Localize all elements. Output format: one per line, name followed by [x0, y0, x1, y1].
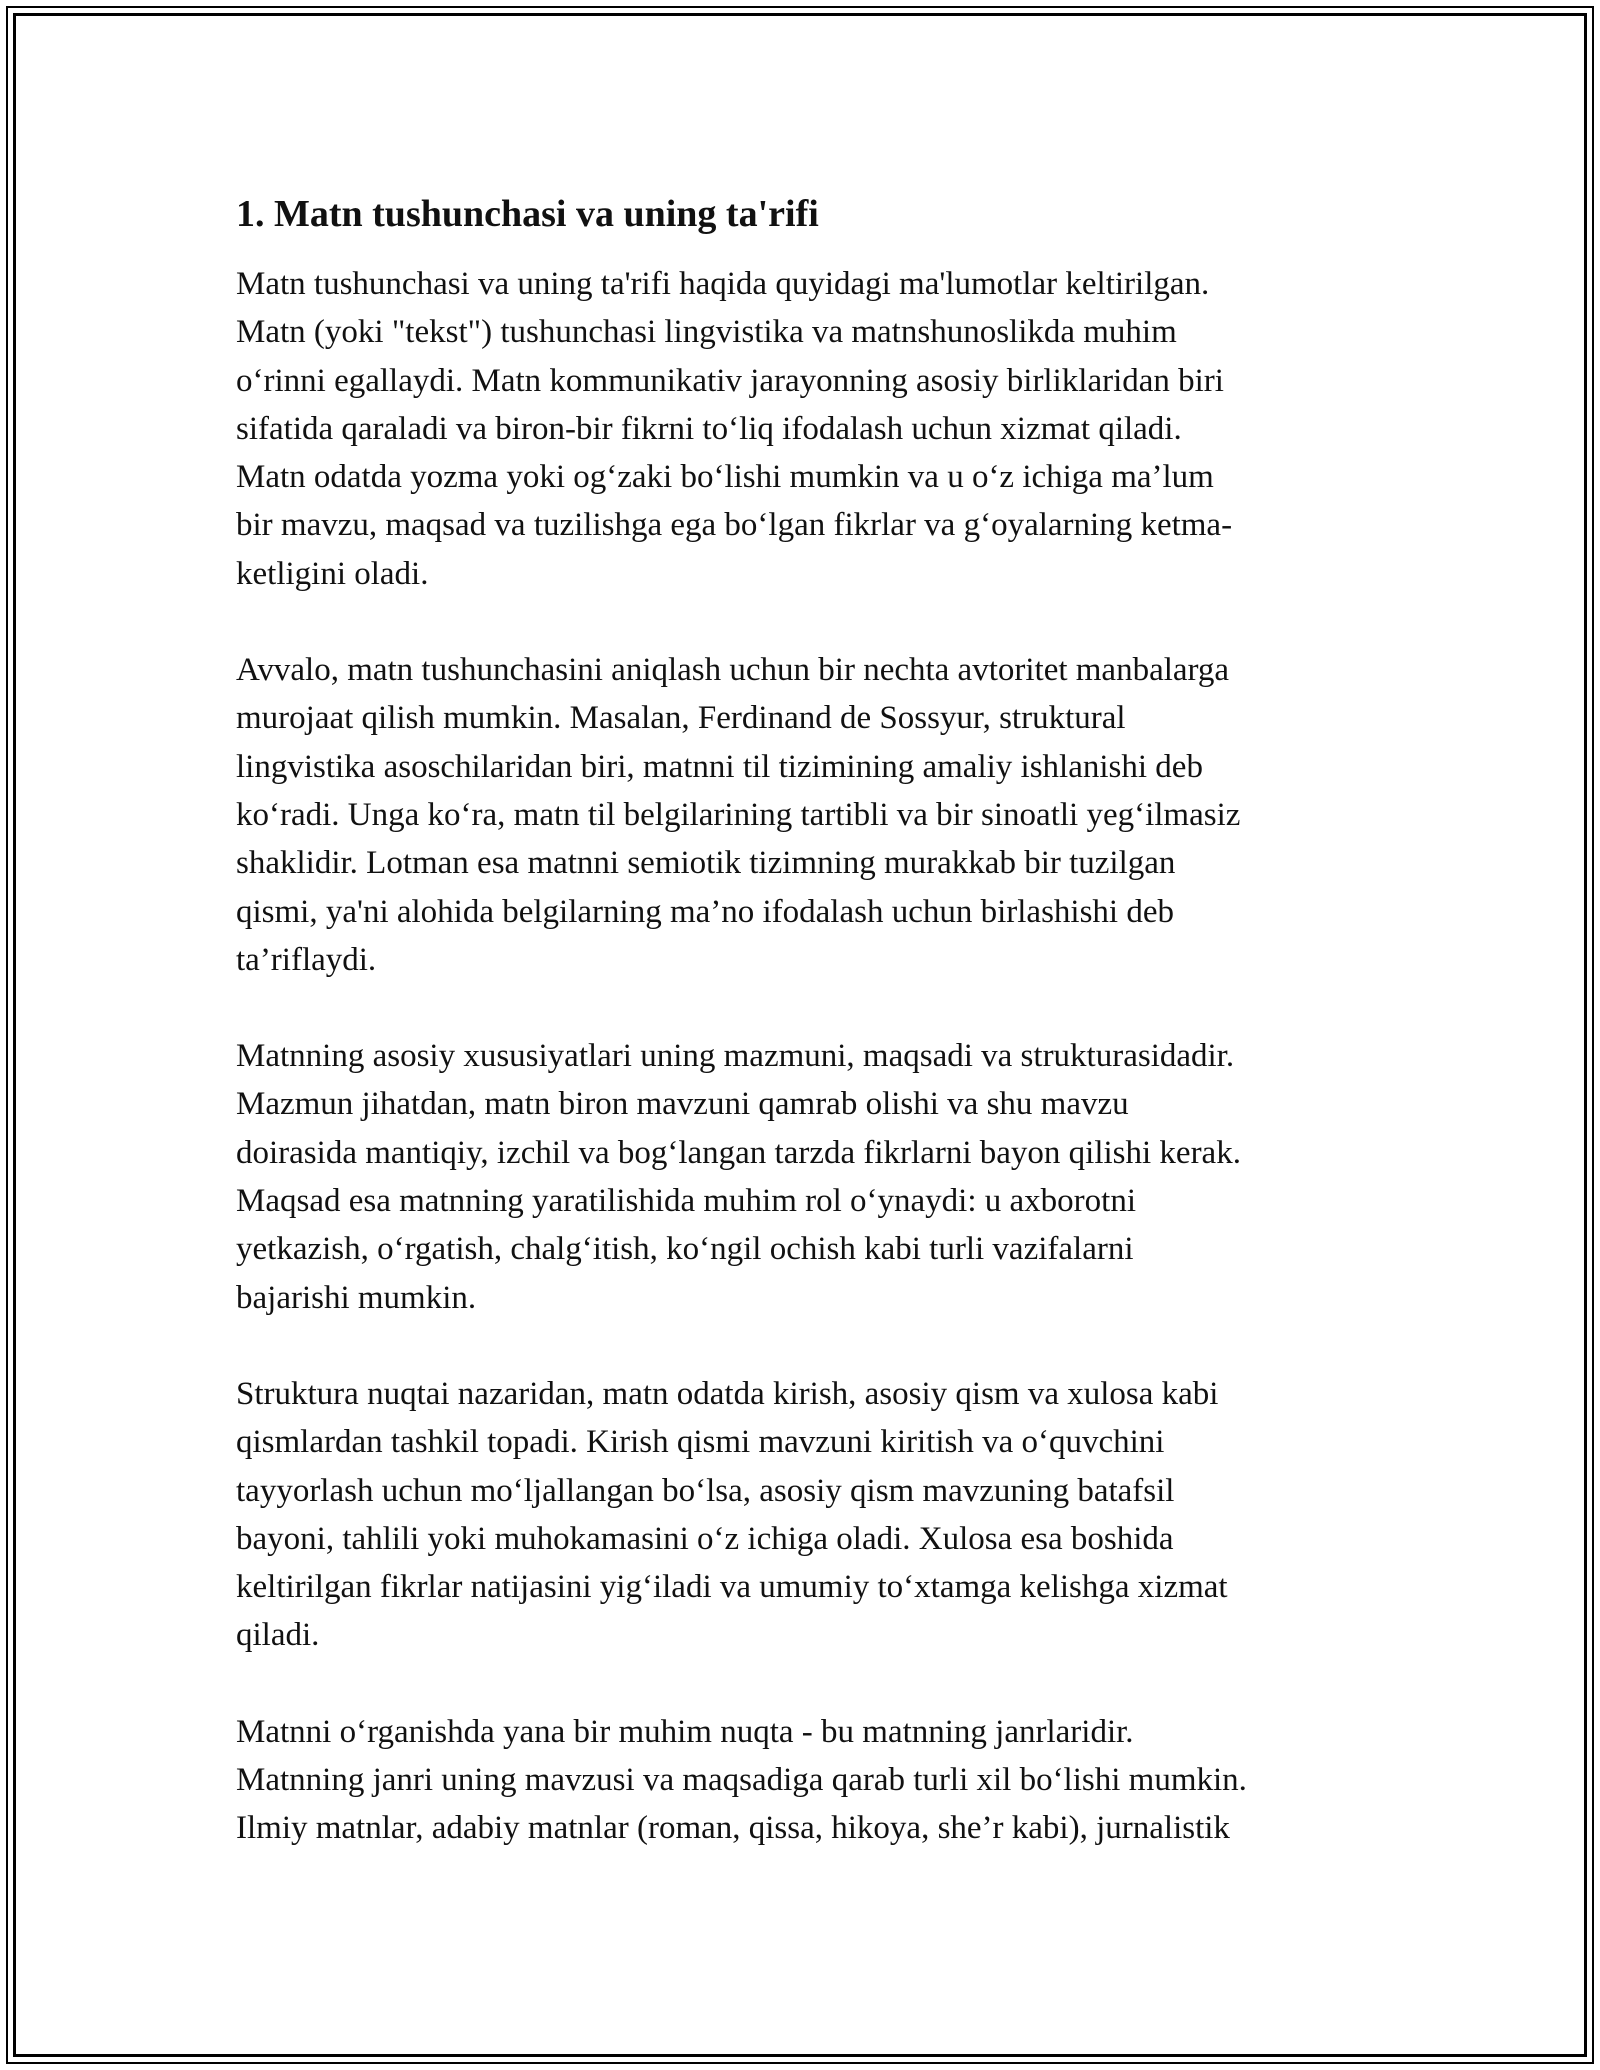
section-heading: 1. Matn tushunchasi va uning ta'rifi — [236, 193, 819, 235]
document-body — [236, 186, 1376, 1901]
paragraph-2 — [236, 646, 1376, 984]
text-line: Maqsad esa matnning yaratilishida muhim rol o‘ynaydi: u axborotni — [236, 1183, 1136, 1220]
text-line: Matnning asosiy xususiyatlari uning mazmuni, maqsadi va strukturasidadir. — [236, 1038, 1235, 1075]
text-line: Matnning janri uning mavzusi va maqsadiga qarab turli xil bo‘lishi mumkin. — [236, 1762, 1247, 1799]
text-line: Avvalo, matn tushunchasini aniqlash uchun bir nechta avtoritet manbalarga — [236, 652, 1230, 689]
text-line: doirasida mantiqiy, izchil va bog‘langan tarzda fikrlarni bayon qilishi kerak. — [236, 1134, 1241, 1171]
text-line: shaklidir. Lotman esa matnni semiotik tizimning murakkab bir tuzilgan — [236, 845, 1176, 882]
paragraph-3 — [236, 1032, 1376, 1322]
text-line: bir mavzu, maqsad va tuzilishga ega bo‘lgan fikrlar va g‘oyalarning ketma- — [236, 507, 1233, 544]
text-line: yetkazish, o‘rgatish, chalg‘itish, ko‘ngil ochish kabi turli vazifalarni — [236, 1231, 1134, 1268]
text-line: keltirilgan fikrlar natijasini yig‘iladi va umumiy to‘xtamga kelishga xizmat — [236, 1569, 1228, 1606]
text-line: ketligini oladi. — [236, 555, 429, 592]
paragraph-5 — [236, 1708, 1376, 1853]
text-line: bajarishi mumkin. — [236, 1279, 477, 1316]
text-line: tayyorlash uchun mo‘ljallangan bo‘lsa, asosiy qism mavzuning batafsil — [236, 1472, 1175, 1509]
text-line: bayoni, tahlili yoki muhokamasini o‘z ichiga oladi. Xulosa esa boshida — [236, 1520, 1174, 1557]
text-line: murojaat qilish mumkin. Masalan, Ferdinand de Sossyur, struktural — [236, 700, 1126, 737]
text-line: qismlardan tashkil topadi. Kirish qismi mavzuni kiritish va o‘quvchini — [236, 1424, 1165, 1461]
text-line: Matnni o‘rganishda yana bir muhim nuqta - bu matnning janrlaridir. — [236, 1713, 1134, 1750]
text-line: sifatida qaraladi va biron-bir fikrni to‘liq ifodalash uchun xizmat qiladi. — [236, 410, 1182, 447]
text-line: lingvistika asoschilaridan biri, matnni til tizimining amaliy ishlanishi deb — [236, 748, 1203, 785]
text-line: Matn tushunchasi va uning ta'rifi haqida quyidagi ma'lumotlar keltirilgan. — [236, 266, 1210, 302]
paragraph-4 — [236, 1370, 1376, 1660]
paragraph-1 — [236, 260, 1376, 598]
text-line: ta’riflaydi. — [236, 941, 377, 978]
text-line: Mazmun jihatdan, matn biron mavzuni qamrab olishi va shu mavzu — [236, 1086, 1129, 1123]
text-line: qiladi. — [236, 1617, 320, 1654]
text-line: Struktura nuqtai nazaridan, matn odatda kirish, asosiy qism va xulosa kabi — [236, 1375, 1219, 1412]
text-line: qismi, ya'ni alohida belgilarning ma’no ifodalash uchun birlashishi deb — [236, 893, 1175, 930]
text-line: Matn odatda yozma yoki og‘zaki bo‘lishi mumkin va u o‘z ichiga ma’lum — [236, 459, 1214, 496]
text-line: Matn (yoki "tekst") tushunchasi lingvistika va matnshunoslikda muhim — [236, 314, 1177, 351]
text-line: ko‘radi. Unga ko‘ra, matn til belgilarining tartibli va bir sinoatli yeg‘ilmasiz — [236, 796, 1241, 833]
text-line: o‘rinni egallaydi. Matn kommunikativ jarayonning asosiy birliklaridan biri — [236, 362, 1224, 399]
text-line: Ilmiy matnlar, adabiy matnlar (roman, qissa, hikoya, she’r kabi), jurnalistik — [236, 1810, 1230, 1847]
